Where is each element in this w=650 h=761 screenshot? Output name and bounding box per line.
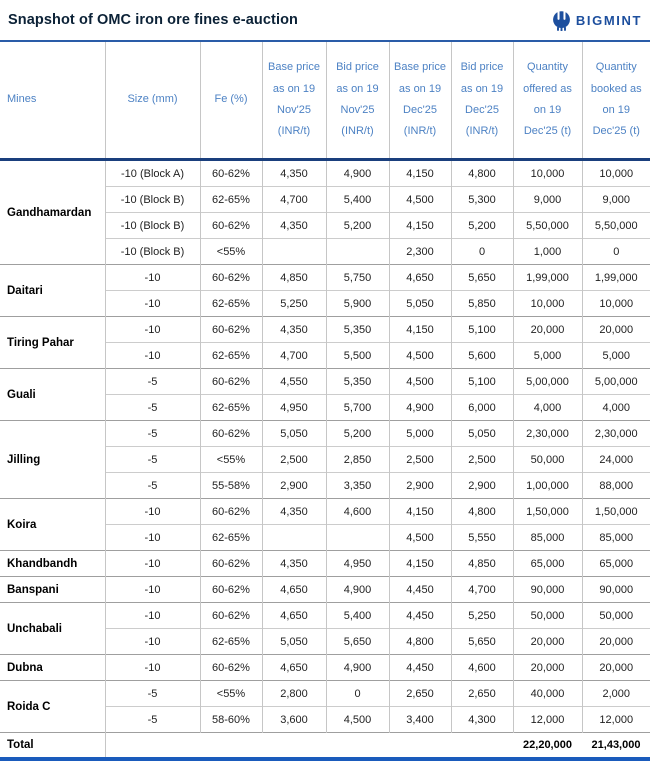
table-cell: 20,000 [582,655,650,681]
mine-name: Roida C [7,700,51,713]
table-cell: 5,050 [451,421,513,447]
table-cell: 4,900 [326,577,389,603]
table-cell: 4,350 [262,160,326,187]
table-cell: 60-62% [200,551,262,577]
table-cell: 5,400 [326,187,389,213]
table-cell: 6,000 [451,395,513,421]
table-cell: 60-62% [200,160,262,187]
table-cell: 10,000 [513,160,582,187]
column-header: Base price as on 19 Dec'25 (INR/t) [389,41,451,160]
mine-name: Khandbandh [7,557,78,570]
table-cell: 10,000 [513,291,582,317]
title-bar [0,0,650,40]
table-cell: 60-62% [200,603,262,629]
table-cell: 4,950 [326,551,389,577]
table-cell: -10 [105,499,200,525]
table-cell: 4,700 [451,577,513,603]
table-cell: 5,050 [262,421,326,447]
table-cell: 50,000 [513,603,582,629]
brand-name: BIGMINT [575,12,642,28]
table-cell: 12,000 [582,707,650,733]
table-cell: 5,650 [451,629,513,655]
table-cell: <55% [200,447,262,473]
table-cell: 4,900 [389,395,451,421]
table-cell: 85,000 [582,525,650,551]
table-cell: -5 [105,473,200,499]
table-cell: 4,000 [513,395,582,421]
table-row [0,655,650,681]
table-cell: 5,050 [262,629,326,655]
table-cell: 9,000 [513,187,582,213]
table-cell: 60-62% [200,317,262,343]
table-cell: 5,700 [326,395,389,421]
table-cell: 4,600 [326,499,389,525]
table-cell: 4,900 [326,160,389,187]
table-cell: 5,050 [389,291,451,317]
mine-name: Gandhamardan [7,206,92,219]
total-quantity-booked: 21,43,000 [591,739,641,751]
table-cell: 2,000 [582,681,650,707]
table-cell: 20,000 [513,317,582,343]
table-cell: 1,99,000 [582,265,650,291]
table-cell: 4,550 [262,369,326,395]
table-cell: 5,600 [451,343,513,369]
table-cell: 20,000 [513,629,582,655]
table-cell: -5 [105,369,200,395]
table-cell: 2,30,000 [513,421,582,447]
table-cell: 4,350 [262,551,326,577]
table-cell: 62-65% [200,343,262,369]
table-cell: 4,150 [389,499,451,525]
table-cell: 4,350 [262,317,326,343]
table-cell: 2,900 [262,473,326,499]
column-header: Bid price as on 19 Nov'25 (INR/t) [326,41,389,160]
total-row [0,733,650,760]
table-cell: 90,000 [513,577,582,603]
table-cell: -10 [105,551,200,577]
column-header: Base price as on 19 Nov'25 (INR/t) [262,41,326,160]
table-cell: 2,900 [451,473,513,499]
table-cell: 60-62% [200,499,262,525]
table-body [0,160,650,760]
table-cell: 4,650 [389,265,451,291]
table-cell: 2,800 [262,681,326,707]
table-cell: 3,400 [389,707,451,733]
table-cell: 2,30,000 [582,421,650,447]
table-cell: 5,500 [326,343,389,369]
table-cell: 2,500 [451,447,513,473]
table-cell: 5,200 [451,213,513,239]
table-cell: 3,350 [326,473,389,499]
total-label: Total [7,739,34,751]
mine-name: Koira [7,518,37,531]
mine-name: Dubna [7,661,43,674]
total-quantity-offered: 22,20,000 [523,739,572,751]
table-cell: -5 [105,395,200,421]
column-header: Size (mm) [105,41,200,160]
table-cell: 2,900 [389,473,451,499]
table-cell: 10,000 [582,291,650,317]
table-row [0,499,650,525]
table-cell: -10 [105,525,200,551]
table-cell: 90,000 [582,577,650,603]
table-cell: 2,500 [389,447,451,473]
table-cell: 4,500 [389,187,451,213]
table-cell: 2,850 [326,447,389,473]
table-cell [262,525,326,551]
table-cell: 5,350 [326,317,389,343]
table-cell: 62-65% [200,395,262,421]
table-cell: -10 (Block B) [105,213,200,239]
table-cell: 4,150 [389,160,451,187]
table-cell: 4,500 [389,343,451,369]
table-cell: 62-65% [200,291,262,317]
table-cell: 20,000 [582,317,650,343]
table-row [0,421,650,447]
table-cell: 4,700 [262,187,326,213]
table-cell: 9,000 [582,187,650,213]
table-cell: 4,900 [326,655,389,681]
table-cell: 4,350 [262,499,326,525]
table-cell: 24,000 [582,447,650,473]
table-cell [326,239,389,265]
table-cell: 1,000 [513,239,582,265]
table-row [0,681,650,707]
table-cell: 50,000 [582,603,650,629]
table-cell: 60-62% [200,655,262,681]
table-cell: -10 [105,577,200,603]
table-cell: 0 [451,239,513,265]
table-cell: 62-65% [200,629,262,655]
table-cell: 5,100 [451,317,513,343]
table-cell: -10 [105,343,200,369]
table-cell: 4,650 [262,655,326,681]
table-cell: 62-65% [200,525,262,551]
table-cell: 10,000 [582,160,650,187]
table-cell: 4,850 [262,265,326,291]
table-cell: 5,000 [513,343,582,369]
table-cell: 4,450 [389,603,451,629]
mine-name: Tiring Pahar [7,336,74,349]
table-cell: 2,300 [389,239,451,265]
table-cell: -10 [105,603,200,629]
table-cell: 55-58% [200,473,262,499]
table-cell: 1,50,000 [582,499,650,525]
table-cell: 4,000 [582,395,650,421]
table-cell: -10 [105,265,200,291]
table-cell: 5,200 [326,213,389,239]
table-cell: 5,50,000 [582,213,650,239]
table-cell: 4,500 [389,525,451,551]
table-cell: 12,000 [513,707,582,733]
table-cell: 5,250 [262,291,326,317]
table-cell: 2,650 [389,681,451,707]
table-cell: 1,00,000 [513,473,582,499]
table-cell: 62-65% [200,187,262,213]
table-cell: 4,650 [262,577,326,603]
table-row [0,317,650,343]
page-title: Snapshot of OMC iron ore fines e-auction [8,12,298,28]
mine-name: Banspani [7,583,59,596]
column-header: Mines [0,41,105,160]
table-cell: 5,000 [582,343,650,369]
table-header [0,41,650,160]
table-row [0,369,650,395]
table-row [0,577,650,603]
table-cell: 3,600 [262,707,326,733]
table-cell: 5,000 [389,421,451,447]
table-cell: 5,00,000 [582,369,650,395]
table-cell: 4,150 [389,551,451,577]
table-cell: 4,950 [262,395,326,421]
table-cell: <55% [200,681,262,707]
total-blank-cell [105,733,513,760]
column-header: Fe (%) [200,41,262,160]
table-cell: 4,800 [451,499,513,525]
table-cell: 4,500 [326,707,389,733]
mine-name: Guali [7,388,36,401]
table-cell: 65,000 [582,551,650,577]
table-cell: 0 [326,681,389,707]
table-row [0,265,650,291]
table-cell: 0 [582,239,650,265]
table-row [0,603,650,629]
table-cell: 20,000 [513,655,582,681]
mine-name: Unchabali [7,622,62,635]
table-cell: 2,500 [262,447,326,473]
table-cell: 4,150 [389,213,451,239]
table-header-row [0,41,650,160]
column-header: Quantity booked as on 19 Dec'25 (t) [582,41,650,160]
bigmint-logo-icon [551,10,572,31]
table-cell: -5 [105,707,200,733]
table-cell: 60-62% [200,265,262,291]
table-cell [326,525,389,551]
mine-name: Jilling [7,453,41,466]
table-cell: 60-62% [200,213,262,239]
table-cell: 5,650 [326,629,389,655]
table-row [0,551,650,577]
table-cell: 20,000 [582,629,650,655]
table-cell: 5,300 [451,187,513,213]
table-cell: 1,50,000 [513,499,582,525]
table-cell: -10 [105,291,200,317]
table-cell: 60-62% [200,369,262,395]
table-cell: 4,600 [451,655,513,681]
table-cell: 5,900 [326,291,389,317]
table-cell: 5,250 [451,603,513,629]
table-cell: 5,400 [326,603,389,629]
table-cell: 5,850 [451,291,513,317]
table-cell: -5 [105,421,200,447]
column-header: Quantity offered as on 19 Dec'25 (t) [513,41,582,160]
table-cell: 4,800 [451,160,513,187]
table-cell: <55% [200,239,262,265]
table-cell: 60-62% [200,421,262,447]
table-cell: 2,650 [451,681,513,707]
table-cell: 50,000 [513,447,582,473]
table-cell: -10 (Block A) [105,160,200,187]
table-cell: 1,99,000 [513,265,582,291]
table-cell: 5,50,000 [513,213,582,239]
table-cell: -5 [105,447,200,473]
table-cell: -10 (Block B) [105,187,200,213]
table-cell: 5,750 [326,265,389,291]
table-cell: -10 [105,317,200,343]
table-cell: 5,100 [451,369,513,395]
table-cell: 4,850 [451,551,513,577]
table-cell: 4,650 [262,603,326,629]
table-cell: -10 [105,629,200,655]
table-cell: 40,000 [513,681,582,707]
mine-name: Daitari [7,284,43,297]
table-cell: 88,000 [582,473,650,499]
table-cell: 4,450 [389,577,451,603]
table-cell: 85,000 [513,525,582,551]
table-cell: 60-62% [200,577,262,603]
table-cell: 4,150 [389,317,451,343]
column-header: Bid price as on 19 Dec'25 (INR/t) [451,41,513,160]
table-cell [262,239,326,265]
brand-logo [551,10,642,31]
table-cell: 65,000 [513,551,582,577]
table-cell: 4,450 [389,655,451,681]
table-row [0,160,650,187]
table-cell: 58-60% [200,707,262,733]
table-cell: -5 [105,681,200,707]
table-cell: 5,550 [451,525,513,551]
table-cell: -10 [105,655,200,681]
table-cell: 4,800 [389,629,451,655]
table-cell: 5,00,000 [513,369,582,395]
table-cell: 5,650 [451,265,513,291]
table-cell: 4,300 [451,707,513,733]
auction-table [0,40,650,761]
table-cell: -10 (Block B) [105,239,200,265]
table-cell: 5,350 [326,369,389,395]
table-cell: 4,350 [262,213,326,239]
table-cell: 4,500 [389,369,451,395]
table-cell: 5,200 [326,421,389,447]
table-cell: 4,700 [262,343,326,369]
